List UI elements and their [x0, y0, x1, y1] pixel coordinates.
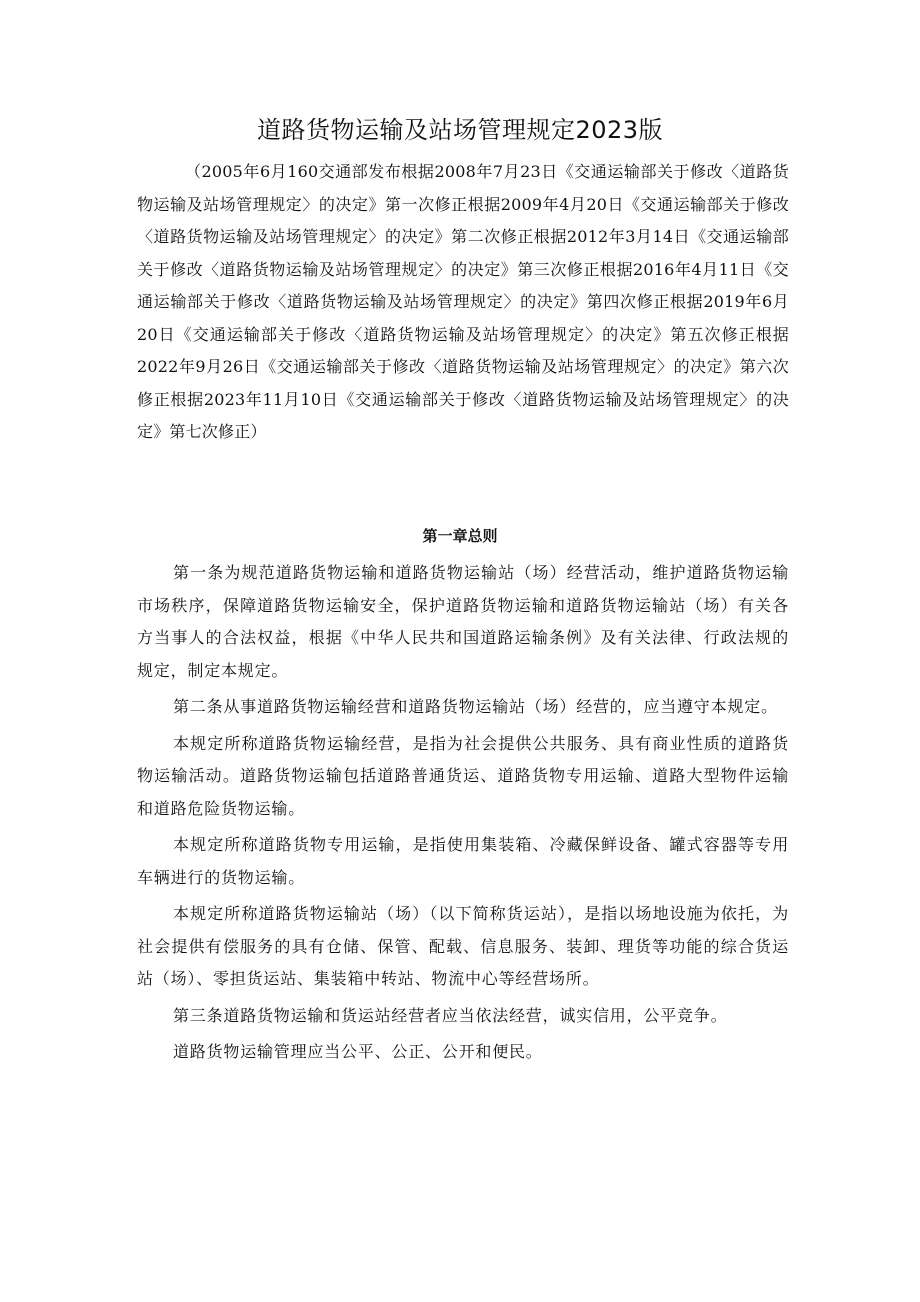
document-title: 道路货物运输及站场管理规定2023版	[256, 116, 664, 144]
paragraph-article-1: 第一条为规范道路货物运输和道路货物运输站（场）经营活动，维护道路货物运输市场秩序，保障道路货物运输安全，保护道路货物运输和道路货物运输站（场）有关各方当事人的合法权益，根据《中华人民共和国道路运输条例》及有关法律、行政法规的规定，制定本规定。	[137, 563, 789, 680]
revision-note: （2005年6月160交通部发布根据2008年7月23日《交通运输部关于修改〈道路货物运输及站场管理规定〉的决定》第一次修正根据2009年4月20日《交通运输部关于修改〈道路货物运输及站场管理规定〉的决定》第二次修正根据2012年3月14日《交通运输部关于修改〈道路货物运输及站场管理规定〉的决定》第三次修正根据2016年4月11日《交通运输部关于修改〈道路货物运输及站场管理规定〉的决定》第四次修正根据2019年6月20日《交通运输部关于修改〈道路货物运输及站场管理规定〉的决定》第五次修正根据2022年9月26日《交通运输部关于修改〈道路货物运输及站场管理规定〉的决定》第六次修正根据2023年11月10日《交通运输部关于修改〈道路货物运输及站场管理规定〉的决定》第七次修正）	[137, 162, 789, 441]
paragraph-article-2: 第二条从事道路货物运输经营和道路货物运输站（场）经营的，应当遵守本规定。	[173, 697, 778, 716]
chapter-heading: 第一章总则	[422, 527, 498, 545]
paragraph-management-principle: 道路货物运输管理应当公平、公正、公开和便民。	[173, 1042, 543, 1061]
paragraph-special-transport-definition: 本规定所称道路货物专用运输，是指使用集装箱、冷藏保鲜设备、罐式容器等专用车辆进行的货物运输。	[137, 835, 789, 887]
paragraph-station-definition: 本规定所称道路货物运输站（场）（以下简称货运站），是指以场地设施为依托，为社会提供有偿服务的具有仓储、保管、配载、信息服务、装卸、理货等功能的综合货运站（场）、零担货运站、集装箱中转站、物流中心等经营场所。	[137, 904, 789, 988]
document-body	[137, 557, 789, 1073]
paragraph-article-3: 第三条道路货物运输和货运站经营者应当依法经营，诚实信用，公平竞争。	[173, 1005, 728, 1025]
paragraph-freight-definition: 本规定所称道路货物运输经营，是指为社会提供公共服务、具有商业性质的道路货物运输活动。道路货物运输包括道路普通货运、道路货物专用运输、道路大型物件运输和道路危险货物运输。	[137, 733, 789, 818]
